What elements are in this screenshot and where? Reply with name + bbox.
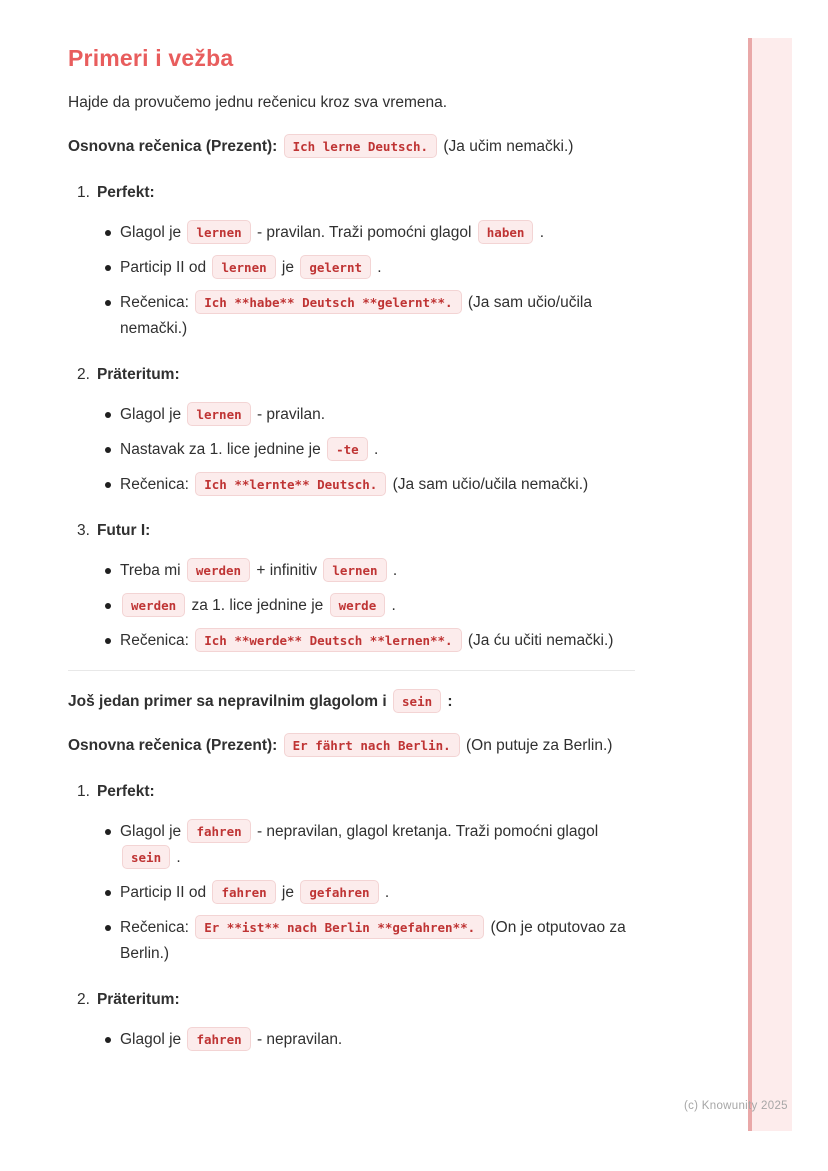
text-run: Glagol je — [120, 1031, 186, 1048]
text-run: Još jedan primer sa nepravilnim glagolom i — [68, 693, 392, 710]
text-run: Rečenica: — [120, 919, 194, 936]
text-run: (Ja sam učio/učila nemački.) — [120, 294, 592, 337]
bullet-item — [68, 472, 635, 498]
inline-code: Er fährt nach Berlin. — [284, 733, 460, 757]
text-run: Nastavak za 1. lice jednine je — [120, 441, 326, 458]
ordered-item-title: Perfekt: — [96, 783, 155, 800]
bullet-text — [120, 476, 588, 493]
bullet-text — [120, 632, 613, 649]
text-run: - nepravilan, glagol kretanja. Traži pomoćni glagol — [252, 823, 599, 840]
bullet-marker — [105, 412, 111, 418]
text-run: Glagol je — [120, 823, 186, 840]
ordered-item-heading — [77, 518, 635, 544]
inline-code: -te — [327, 437, 368, 461]
bullet-text — [120, 294, 592, 337]
ordered-item-title: Präteritum: — [96, 366, 180, 383]
ordered-item-number: 2. — [77, 991, 90, 1008]
bullet-marker — [105, 1037, 111, 1043]
ordered-item-number: 3. — [77, 522, 90, 539]
bullet-text — [120, 259, 382, 276]
ordered-item-title: Präteritum: — [96, 991, 180, 1008]
text-run: Rečenica: — [120, 632, 194, 649]
bullet-marker — [105, 482, 111, 488]
bullet-item — [68, 880, 635, 906]
bullet-text — [120, 441, 378, 458]
ordered-item-number: 2. — [77, 366, 90, 383]
text-run: Osnovna rečenica (Prezent): — [68, 737, 282, 754]
bullet-item — [68, 402, 635, 428]
inline-code: haben — [478, 220, 534, 244]
bullet-item — [68, 437, 635, 463]
inline-code: lernen — [187, 402, 250, 426]
bullet-marker — [105, 638, 111, 644]
ordered-item-title: Futur I: — [96, 522, 151, 539]
copyright-watermark: (c) Knowunity 2025 — [684, 1100, 788, 1112]
section-divider — [68, 670, 635, 671]
ordered-item-number: 1. — [77, 783, 90, 800]
bullet-item — [68, 628, 635, 654]
bullet-item — [68, 819, 635, 871]
inline-code: lernen — [187, 220, 250, 244]
text-run: - pravilan. — [252, 406, 326, 423]
bullet-text — [120, 1031, 342, 1048]
ordered-item-heading — [77, 779, 635, 805]
bullet-marker — [105, 603, 111, 609]
text-run: . — [380, 884, 390, 901]
text-run: (On putuje za Berlin.) — [461, 737, 613, 754]
inline-code: gefahren — [300, 880, 378, 904]
bullet-item — [68, 220, 635, 246]
inline-code: sein — [122, 845, 170, 869]
inline-code: Ich **lernte** Deutsch. — [195, 472, 386, 496]
bullet-marker — [105, 300, 111, 306]
page-edge-bar — [748, 38, 792, 1131]
bullet-marker — [105, 265, 111, 271]
base-sentence-1 — [68, 134, 635, 160]
text-run: . — [535, 224, 545, 241]
text-run: (Ja ću učiti nemački.) — [463, 632, 614, 649]
inline-code: fahren — [212, 880, 275, 904]
bullet-text — [120, 406, 325, 423]
bullet-marker — [105, 568, 111, 574]
inline-code: fahren — [187, 819, 250, 843]
inline-code: werden — [187, 558, 250, 582]
bullet-item — [68, 593, 635, 619]
document-content — [68, 44, 635, 1053]
text-run: Rečenica: — [120, 294, 194, 311]
bullet-text — [120, 562, 397, 579]
text-run: . — [373, 259, 382, 276]
bullet-marker — [105, 890, 111, 896]
text-run: . — [172, 849, 181, 866]
bullet-item — [68, 915, 635, 967]
text-run: za 1. lice jednine je — [187, 597, 328, 614]
bullet-item — [68, 290, 635, 342]
more-example-heading — [68, 689, 635, 715]
text-run: (Ja učim nemački.) — [439, 138, 574, 155]
inline-code: Ich lerne Deutsch. — [284, 134, 437, 158]
text-run: Particip II od — [120, 884, 211, 901]
text-run: : — [443, 693, 453, 710]
text-run: - nepravilan. — [252, 1031, 343, 1048]
text-run: Osnovna rečenica (Prezent): — [68, 138, 282, 155]
bullet-text — [120, 884, 389, 901]
inline-code: gelernt — [300, 255, 371, 279]
bullet-item — [68, 1027, 635, 1053]
text-run: (On je otputovao za Berlin.) — [120, 919, 626, 962]
page-title: Primeri i vežba — [68, 45, 234, 71]
text-run: je — [277, 259, 299, 276]
ordered-item-title: Perfekt: — [96, 184, 155, 201]
bullet-marker — [105, 447, 111, 453]
base-sentence-2 — [68, 733, 635, 759]
inline-code: Ich **habe** Deutsch **gelernt**. — [195, 290, 461, 314]
inline-code: Er **ist** nach Berlin **gefahren**. — [195, 915, 484, 939]
ordered-item-heading — [77, 180, 635, 206]
bullet-marker — [105, 829, 111, 835]
text-run: . — [388, 562, 398, 579]
inline-code: fahren — [187, 1027, 250, 1051]
text-run: . — [387, 597, 396, 614]
inline-code: lernen — [323, 558, 386, 582]
inline-code: sein — [393, 689, 441, 713]
bullet-marker — [105, 925, 111, 931]
inline-code: lernen — [212, 255, 275, 279]
text-run: Treba mi — [120, 562, 185, 579]
text-run: je — [277, 884, 299, 901]
text-run: + infinitiv — [252, 562, 322, 579]
bullet-text — [120, 919, 626, 962]
inline-code: werden — [122, 593, 185, 617]
bullet-text — [120, 823, 598, 866]
bullet-item — [68, 255, 635, 281]
text-run: Glagol je — [120, 406, 186, 423]
inline-code: Ich **werde** Deutsch **lernen**. — [195, 628, 461, 652]
bullet-text — [120, 224, 544, 241]
text-run: Particip II od — [120, 259, 211, 276]
text-run: (Ja sam učio/učila nemački.) — [388, 476, 589, 493]
inline-code: werde — [330, 593, 386, 617]
bullet-text — [120, 597, 396, 614]
text-run: Glagol je — [120, 224, 186, 241]
bullet-item — [68, 558, 635, 584]
ordered-item-number: 1. — [77, 184, 90, 201]
ordered-item-heading — [77, 362, 635, 388]
text-run: . — [369, 441, 379, 458]
text-run: Rečenica: — [120, 476, 194, 493]
ordered-item-heading — [77, 987, 635, 1013]
intro-paragraph: Hajde da provučemo jednu rečenicu kroz sva vremena. — [68, 94, 448, 111]
text-run: - pravilan. Traži pomoćni glagol — [252, 224, 476, 241]
bullet-marker — [105, 230, 111, 236]
